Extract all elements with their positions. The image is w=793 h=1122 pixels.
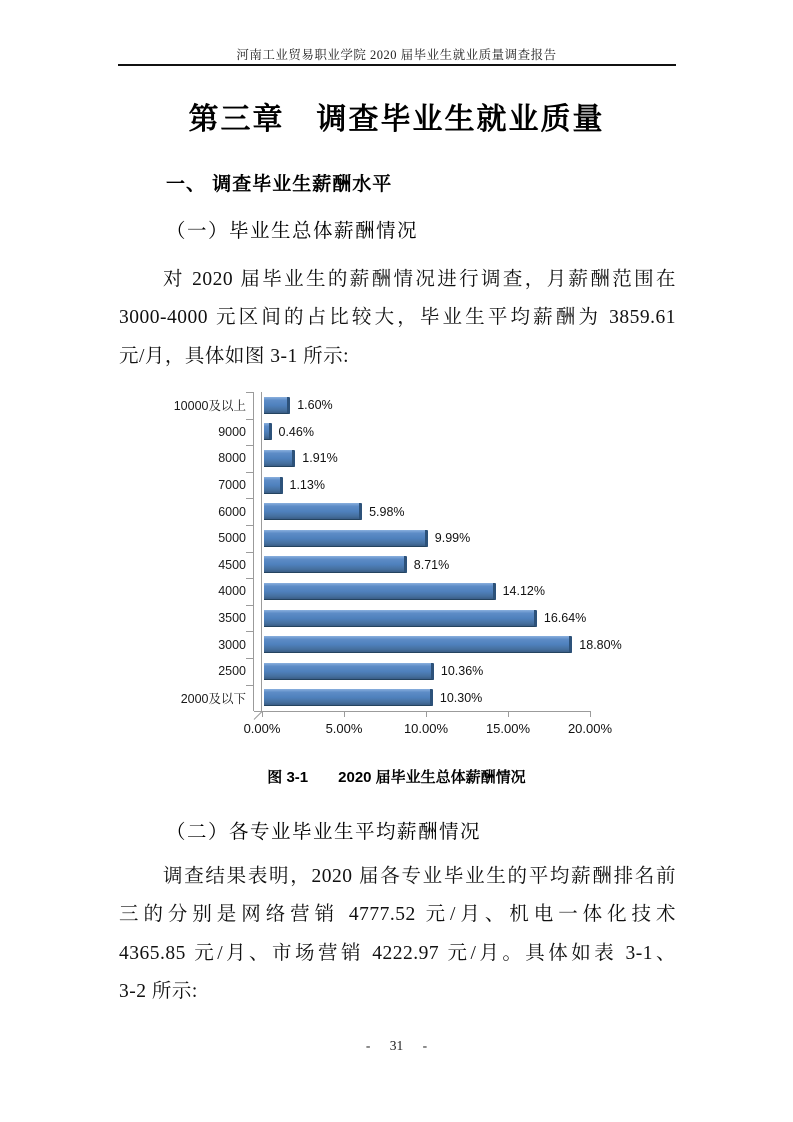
- chart-category-label: 4500: [218, 557, 246, 572]
- chart-y-axis-tick: [246, 498, 254, 525]
- chart-y-axis-tick: [246, 445, 254, 472]
- chart-y-axis-tick: [246, 552, 254, 579]
- chart-row: [160, 552, 685, 579]
- chart-category-label: 5000: [218, 531, 246, 546]
- chart-plot-row: [262, 392, 685, 419]
- chart-row: [160, 525, 685, 552]
- chart-wall-edge: [254, 472, 262, 499]
- chart-y-axis-tick: [246, 392, 254, 419]
- chart-bar: [264, 503, 362, 520]
- chart-category-label: 2500: [218, 664, 246, 679]
- chart-wall-edge: [254, 498, 262, 525]
- chart-row: [160, 578, 685, 605]
- chart-bar-value: 10.36%: [440, 664, 484, 679]
- chart-plot-row: [262, 605, 685, 632]
- subsection1-heading: （一）毕业生总体薪酬情况: [166, 221, 419, 242]
- chart-category-label: 7000: [218, 478, 246, 493]
- chart-x-tick-label: 20.00%: [567, 721, 613, 736]
- page-number: - 31 -: [365, 1038, 428, 1053]
- paragraph-line: 元/月，具体如图 3-1 所示:: [119, 345, 350, 367]
- header-divider: [118, 64, 676, 66]
- chart-bar-value: 1.60%: [297, 398, 333, 413]
- chart-bar: [264, 530, 428, 547]
- chart-category-label: 3000: [218, 637, 246, 652]
- chart-bar-value: 10.30%: [439, 690, 483, 705]
- chart-plot-row: [262, 631, 685, 658]
- paragraph-line: 3000-4000 元区间的占比较大，毕业生平均薪酬为 3859.61: [119, 307, 676, 329]
- chart-row: [160, 445, 685, 472]
- chart-x-tick: [344, 711, 345, 717]
- chart-wall-edge: [254, 525, 262, 552]
- chart-category-label: 3500: [218, 611, 246, 626]
- chart-plot-row: [262, 578, 685, 605]
- chart-wall-edge: [254, 552, 262, 579]
- chart-x-tick-label: 15.00%: [485, 721, 531, 736]
- chart-category-label: 10000及以上: [173, 399, 246, 414]
- chart-row: [160, 631, 685, 658]
- chart-y-axis-tick: [246, 578, 254, 605]
- chart-wall-edge: [254, 658, 262, 685]
- chart-bar-value: 5.98%: [369, 504, 405, 519]
- chart-row: [160, 392, 685, 419]
- chart-x-axis-line: [254, 711, 591, 712]
- chart-plot-row: [262, 498, 685, 525]
- page-header: 河南工业贸易职业学院 2020 届毕业生就业质量调查报告: [236, 48, 557, 62]
- chart-bar: [264, 556, 407, 573]
- chart-x-tick-label: 5.00%: [325, 721, 363, 736]
- chart-3d-floor-edge: [254, 711, 262, 719]
- chart-wall-edge: [254, 685, 262, 712]
- chart-category-label: 9000: [218, 424, 246, 439]
- chart-bar: [264, 477, 283, 494]
- chart-plot-row: [262, 685, 685, 712]
- chart-category-label: 4000: [218, 584, 246, 599]
- paragraph-line: 3-2 所示:: [119, 981, 198, 1003]
- paragraph-1: [119, 261, 676, 376]
- chart-plot-row: [262, 419, 685, 446]
- subsection2-heading: （二）各专业毕业生平均薪酬情况: [166, 822, 482, 843]
- chart-x-tick-label: 10.00%: [403, 721, 449, 736]
- chart-x-tick: [590, 711, 591, 717]
- chart-y-axis-tick: [246, 419, 254, 446]
- section-heading: 一、 调查毕业生薪酬水平: [166, 174, 393, 195]
- chart-wall-edge: [254, 419, 262, 446]
- chart-row: [160, 419, 685, 446]
- chart-y-axis-tick: [246, 631, 254, 658]
- chart-bar: [264, 610, 537, 627]
- chart-row: [160, 658, 685, 685]
- chart-bar: [264, 583, 496, 600]
- chart-y-axis-tick: [246, 685, 254, 712]
- chart-row: [160, 472, 685, 499]
- figure-caption: 图 3-1 2020 届毕业生总体薪酬情况: [267, 769, 526, 786]
- chart-bar: [264, 663, 434, 680]
- chart-bar: [264, 689, 433, 706]
- chart-wall-edge: [254, 605, 262, 632]
- chart-row: [160, 498, 685, 525]
- chart-rows: [160, 392, 685, 711]
- chart-plot-row: [262, 472, 685, 499]
- chart-x-tick: [508, 711, 509, 717]
- chart-wall-edge: [254, 631, 262, 658]
- chart-x-tick: [262, 711, 263, 717]
- chart-bar-value: 16.64%: [543, 611, 587, 626]
- chart-x-tick: [426, 711, 427, 717]
- chart-y-axis-tick: [246, 658, 254, 685]
- chart-bar: [264, 397, 290, 414]
- chart-y-axis-tick: [246, 472, 254, 499]
- chart-bar-value: 1.13%: [289, 478, 325, 493]
- chart-y-axis-tick: [246, 525, 254, 552]
- chart-category-label: 6000: [218, 504, 246, 519]
- chart-row: [160, 685, 685, 712]
- paragraph-2: [119, 858, 676, 1012]
- chart-bar-value: 18.80%: [579, 637, 622, 652]
- paragraph-line: 4365.85 元/月、市场营销 4222.97 元/月。具体如表 3-1、: [119, 942, 676, 964]
- chart-bar-value: 14.12%: [502, 584, 545, 599]
- chart-wall-edge: [254, 445, 262, 472]
- paragraph-line: 三的分别是网络营销 4777.52 元/月、机电一体化技术: [119, 904, 676, 926]
- salary-distribution-bar-chart: [160, 392, 685, 744]
- chart-x-tick-label: 0.00%: [243, 721, 281, 736]
- paragraph-line: 调查结果表明，2020 届各专业毕业生的平均薪酬排名前: [163, 866, 676, 887]
- chart-category-label: 8000: [218, 451, 246, 466]
- chart-wall-edge: [254, 392, 262, 419]
- chart-plot-row: [262, 445, 685, 472]
- chart-plot-row: [262, 658, 685, 685]
- chart-y-axis-tick: [246, 605, 254, 632]
- chart-bar: [264, 423, 272, 440]
- chart-bar: [264, 636, 572, 653]
- chart-category-label: 2000及以下: [180, 691, 246, 706]
- chart-plot-row: [262, 525, 685, 552]
- chart-row: [160, 605, 685, 632]
- chart-bar-value: 0.46%: [278, 424, 314, 439]
- chart-wall-edge: [254, 578, 262, 605]
- chart-bar-value: 8.71%: [413, 557, 450, 572]
- chart-plot-row: [262, 552, 685, 579]
- paragraph-line: 对 2020 届毕业生的薪酬情况进行调查，月薪酬范围在: [163, 269, 676, 290]
- chart-bar: [264, 450, 295, 467]
- chart-bar-value: 9.99%: [434, 531, 471, 546]
- chart-bar-value: 1.91%: [302, 451, 338, 466]
- chapter-title: 第三章 调查毕业生就业质量: [188, 103, 605, 136]
